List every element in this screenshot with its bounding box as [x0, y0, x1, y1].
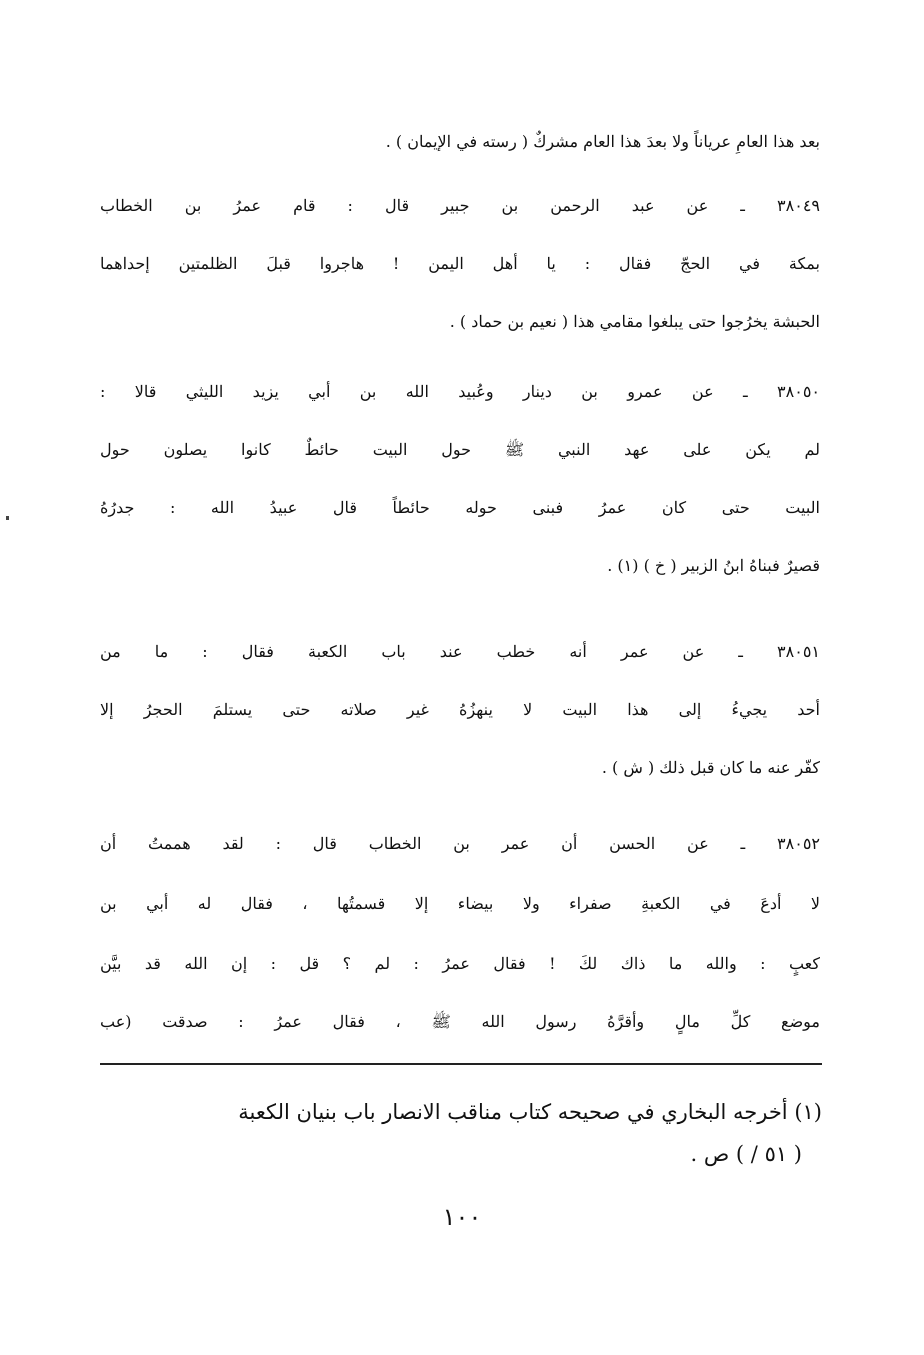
paragraph-2-line-1: ٣٨٠٤٩ ـ عن عبد الرحمن بن جبير قال : قام عمرُ بن الخطاب — [100, 196, 820, 215]
paragraph-2-line-2: بمكة في الحجّ فقال : يا أهل اليمن ! هاجروا قبلَ الظلمتين إحداهما — [100, 254, 820, 273]
paragraph-5-line-4: موضع كلِّ مالٍ وأقرَّهُ رسول الله ﷺ ، فقال عمرُ : صدقت (عب — [100, 1012, 820, 1031]
paragraph-4-line-3: كفّر عنه ما كان قبل ذلك ( ش ) . — [601, 758, 820, 777]
paragraph-3-line-1: ٣٨٠٥٠ ـ عن عمرو بن دينار وعُبيد الله بن أبي يزيد الليثي قالا : — [100, 382, 820, 401]
paragraph-4-line-2: أحد يجيءُ إلى هذا البيت لا ينهزُهُ غير صلاته حتى يستلمَ الحجرُ إلا — [100, 700, 820, 719]
paragraph-5-line-2: لا أدعَ في الكعبةِ صفراء ولا بيضاء إلا قسمتُها ، فقال له أبي بن — [100, 894, 820, 913]
paragraph-4-line-1: ٣٨٠٥١ ـ عن عمر أنه خطب عند باب الكعبة فقال : ما من — [100, 642, 820, 661]
footnote-divider — [100, 1063, 822, 1065]
page-number: ١٠٠ — [442, 1203, 482, 1231]
scan-mark — [6, 516, 9, 520]
paragraph-5-line-3: كعبٍ : والله ما ذاك لكَ ! فقال عمرُ : لم ؟ قل : إن الله قد بيَّن — [100, 954, 820, 973]
footnote-line-1: (١) أخرجه البخاري في صحيحه كتاب مناقب الانصار باب بنيان الكعبة — [238, 1100, 822, 1124]
paragraph-3-line-3: البيت حتى كان عمرُ فبنى حوله حائطاً قال عبيدُ الله : جدرُهُ — [100, 498, 820, 517]
paragraph-2-line-3: الحبشة يخرُجوا حتى يبلغوا مقامي هذا ( نعيم بن حماد ) . — [449, 312, 820, 331]
paragraph-1-line-1: بعد هذا العامِ عرياناً ولا بعدَ هذا العام مشركٌ ( رسته في الإيمان ) . — [385, 132, 820, 151]
footnote-line-2: ( ٥١ / ) ص . — [690, 1142, 802, 1166]
paragraph-5-line-1: ٣٨٠٥٢ ـ عن الحسن أن عمر بن الخطاب قال : لقد هممتُ أن — [100, 834, 820, 853]
paragraph-3-line-2: لم يكن على عهد النبي ﷺ حول البيت حائطٌ كانوا يصلون حول — [100, 440, 820, 459]
paragraph-3-line-4: قصيرٌ فبناهُ ابنُ الزبير ( خ ) (١) . — [607, 556, 820, 575]
